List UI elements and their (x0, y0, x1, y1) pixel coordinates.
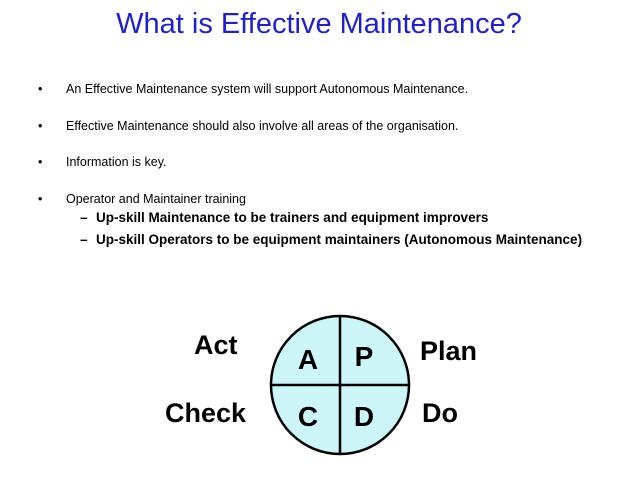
bullet-text: Effective Maintenance should also involve all areas of the organisation. (66, 119, 459, 133)
bullet-marker: • (38, 192, 43, 206)
bullet-text: Operator and Maintainer training (66, 192, 246, 206)
quadrant-letter-c: C (297, 401, 319, 432)
bullet-text: An Effective Maintenance system will support Autonomous Maintenance. (66, 82, 469, 96)
bullet-marker: • (38, 155, 43, 169)
sub-bullet-marker: – (80, 232, 88, 247)
bullet-text: Information is key. (66, 155, 167, 169)
bullet-marker: • (38, 119, 43, 133)
pdca-cycle-diagram (268, 314, 412, 458)
pdca-label-act: Act (194, 330, 238, 360)
sub-bullet-text: Up-skill Maintenance to be trainers and equipment improvers (96, 210, 489, 225)
quadrant-letter-p: P (354, 341, 374, 372)
sub-bullet-text: Up-skill Operators to be equipment maintainers (Autonomous Maintenance) (96, 232, 583, 247)
sub-bullet-marker: – (80, 210, 88, 225)
slide-title: What is Effective Maintenance? (116, 8, 522, 40)
quadrant-letter-d: D (353, 401, 375, 432)
bullet-marker: • (38, 82, 43, 96)
pdca-label-check: Check (165, 398, 247, 428)
quadrant-letter-a: A (297, 344, 319, 375)
pdca-label-plan: Plan (420, 336, 478, 366)
pdca-label-do: Do (422, 398, 458, 428)
